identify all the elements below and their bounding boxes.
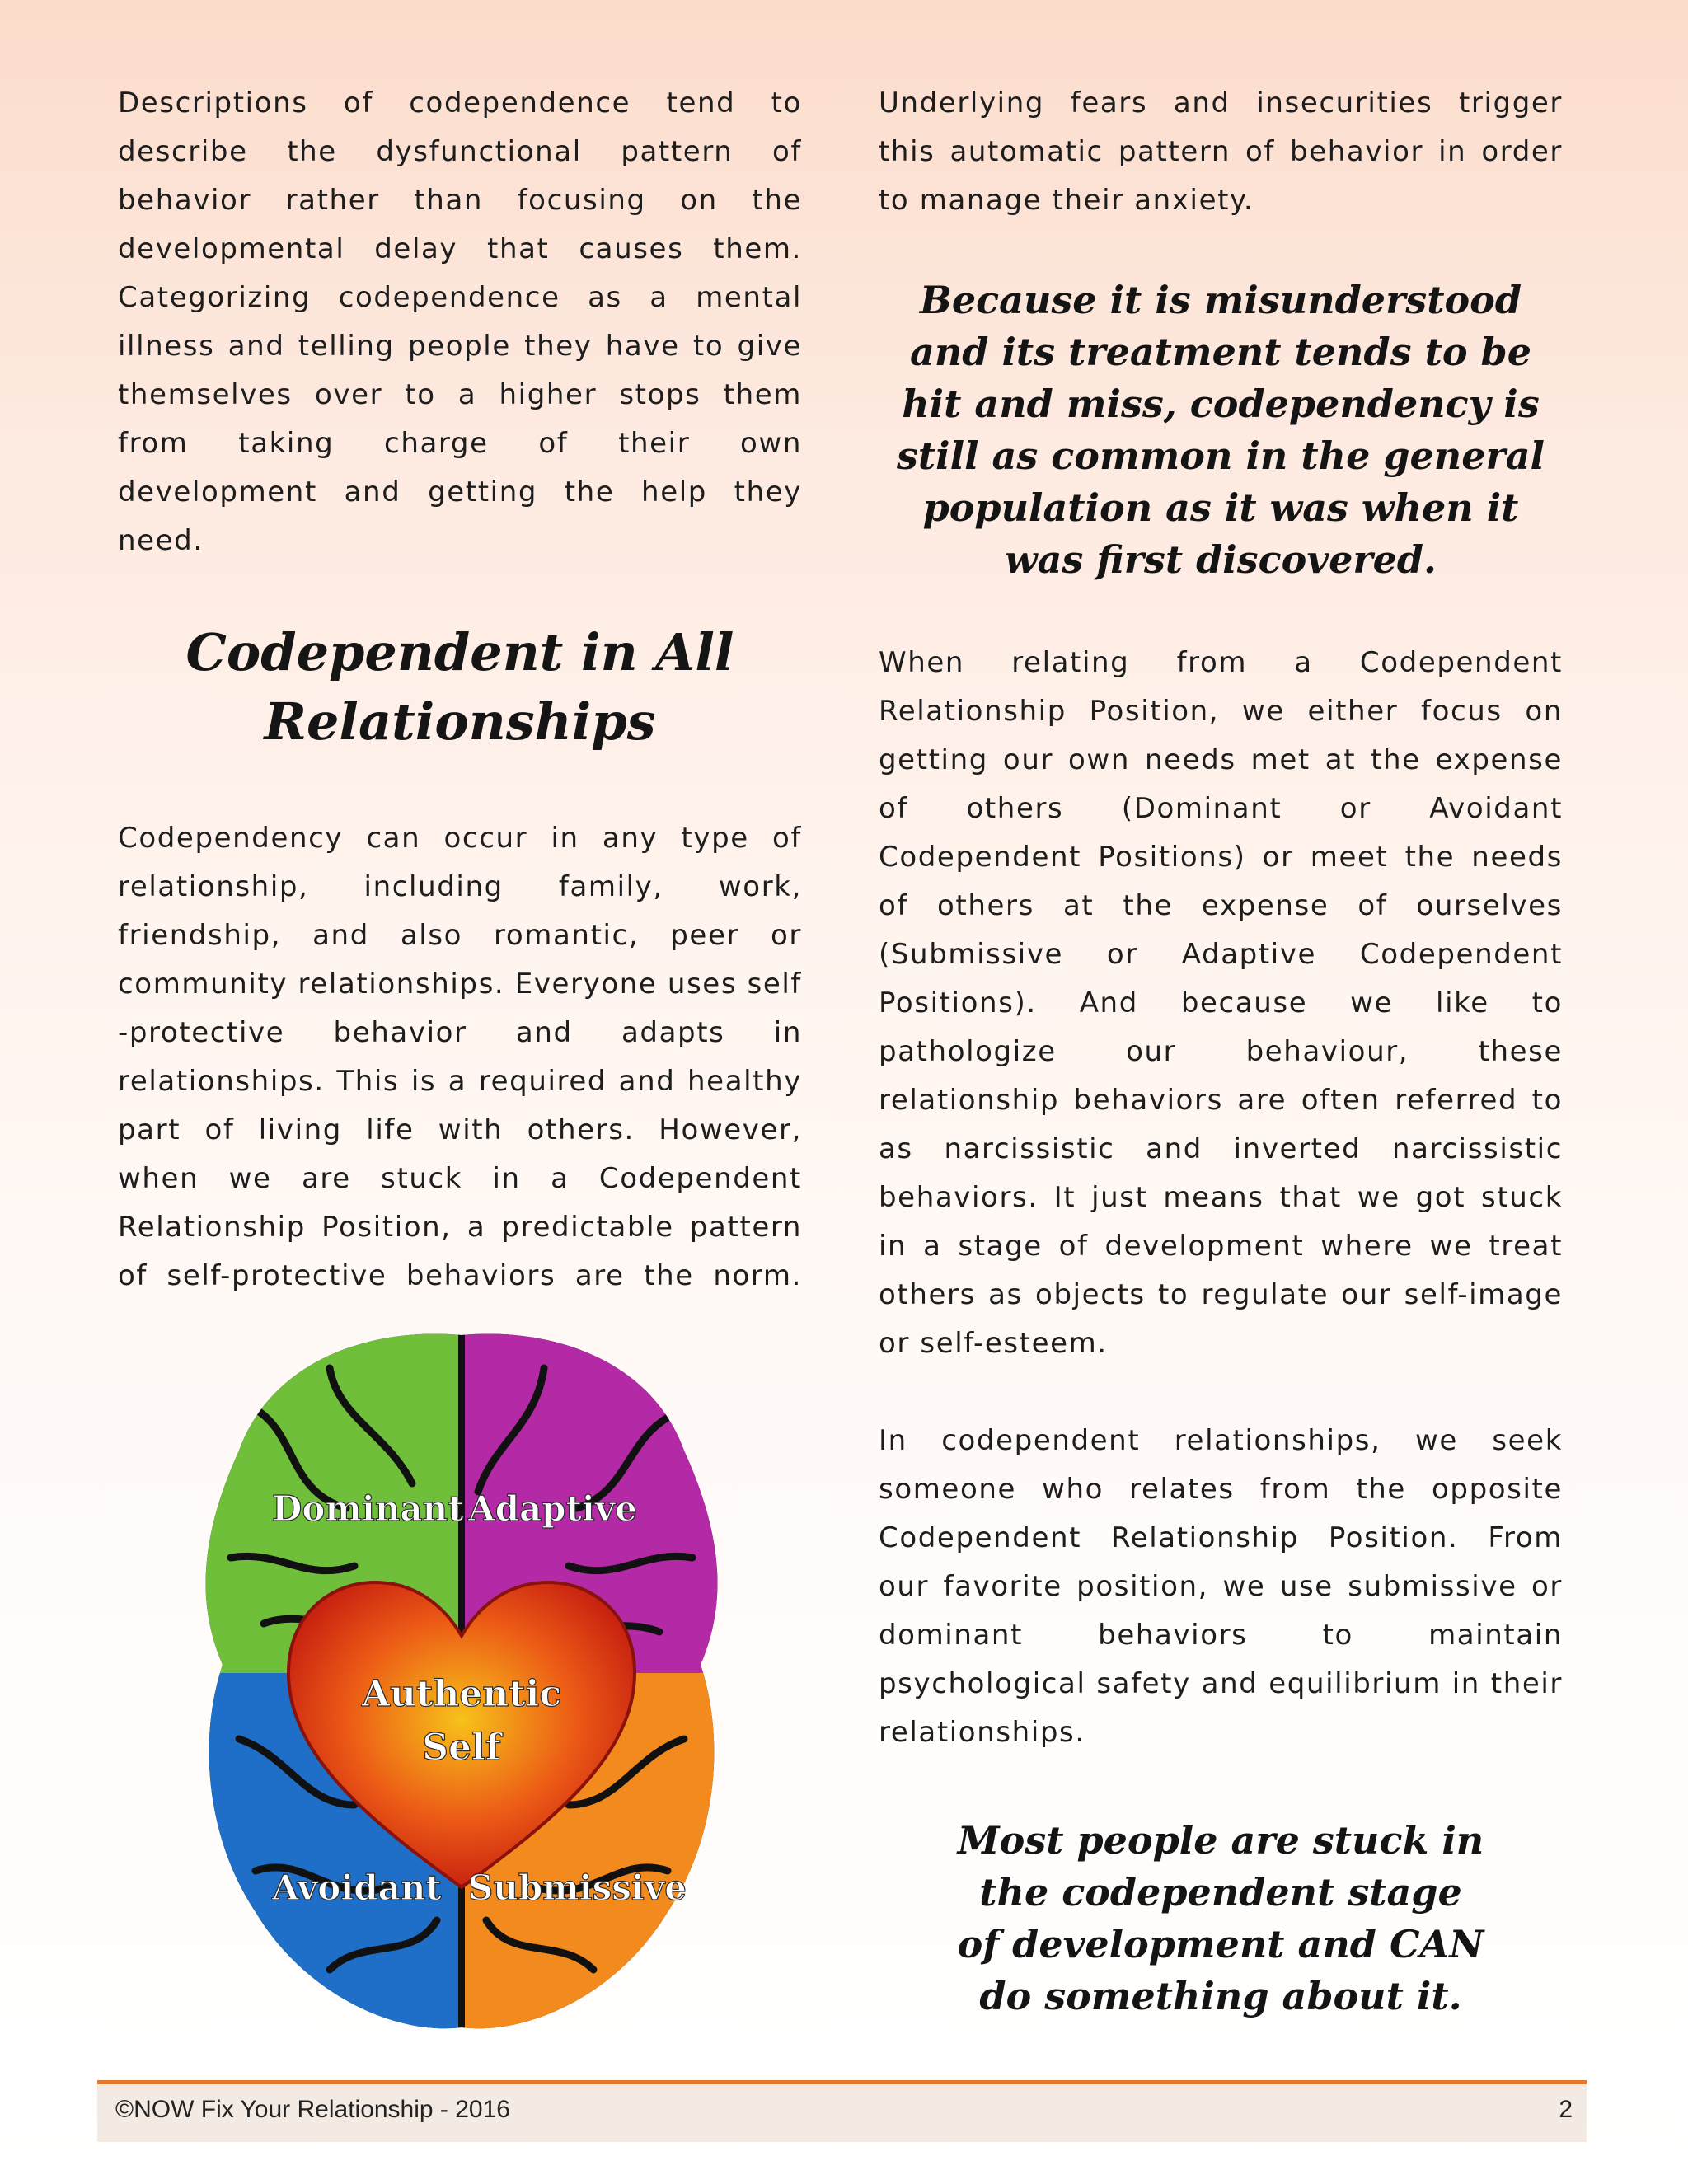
positions-paragraph: When relating from a Codependent Relationship Position, we either focus on getting our own needs met at the expense of others (Dominant or Avoidant Codependent Positions) or meet the needs of others at the expense of ourselves (Submissive or Adaptive Codependent Positions). And because we like to pathologize our behaviour, these relationship behaviors are often referred to as narcissistic and inverted narcissistic behaviors. It just means that we got stuck in a stage of development where we treat others as objects to regulate our self-image or self-esteem. xyxy=(879,646,1563,1360)
brain-illustration xyxy=(165,1310,758,2052)
label-submissive: Submissive xyxy=(468,1868,687,1908)
label-adaptive: Adaptive xyxy=(468,1488,638,1529)
label-authentic: Authentic xyxy=(361,1673,562,1715)
intro-paragraph: Descriptions of codependence tend to describe the dysfunctional pattern of behavior rather than focusing on the developmental delay that causes them. Categorizing codependence as a mental illness and telling people they have to give themselves over to a higher stops them from taking charge of their own development and getting the help they need. xyxy=(118,87,802,557)
relationships-paragraph: Codependency can occur in any type of relationship, including family, work, friendship, and also romantic, peer or community relationships. Everyone uses self -protective behavior and adapts in relationships. This is a required and healthy part of living life with others. However, when we are stuck in a Codependent Relationship Position, a predictable pattern of self-protective behaviors are the norm. xyxy=(118,822,802,1292)
footer-copyright: ©NOW Fix Your Relationship - 2016 xyxy=(115,2096,510,2123)
left-column xyxy=(118,79,802,1301)
label-dominant: Dominant xyxy=(272,1488,464,1529)
right-column xyxy=(879,79,1563,2022)
seek-paragraph: In codependent relationships, we seek someone who relates from the opposite Codependent Relationship Position. From our favorite position, we use submissive or dominant behaviors to maintain psychological safety and equilibrium in their relationships. xyxy=(879,1424,1563,1749)
section-heading: Codependent in All Relationships xyxy=(185,622,734,752)
anxiety-paragraph: Underlying fears and insecurities trigger this automatic pattern of behavior in order to manage their anxiety. xyxy=(879,87,1563,217)
label-avoidant: Avoidant xyxy=(272,1868,442,1908)
pull-quote-1: Because it is misunderstood and its treatment tends to be hit and miss, codependency is still as common in the general population as it was when it was first discovered. xyxy=(896,278,1545,582)
pull-quote-2: Most people are stuck in the codependent stage of development and CAN do something about it. xyxy=(957,1818,1484,2018)
label-self: Self xyxy=(422,1727,501,1769)
page-number: 2 xyxy=(1559,2096,1573,2123)
